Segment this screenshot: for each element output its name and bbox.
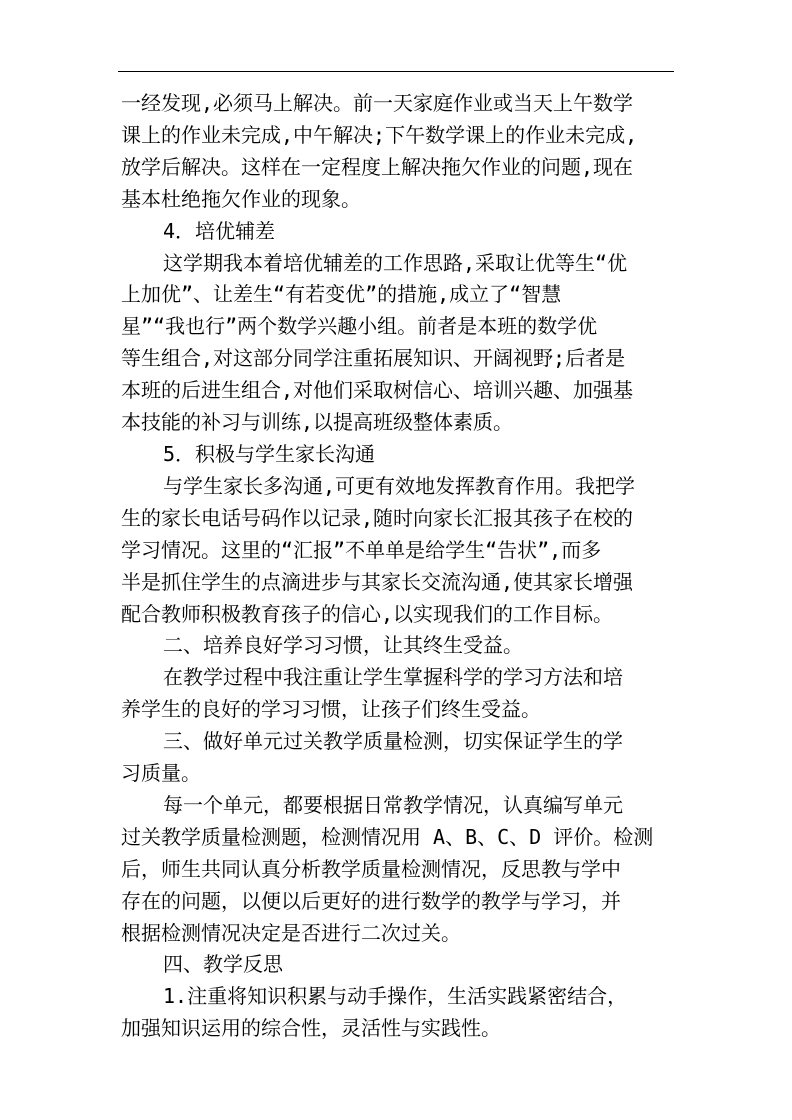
text-line: 这学期我本着培优辅差的工作思路,采取让优等生“优 (163, 250, 628, 275)
text-line: 基本杜绝拖欠作业的现象。 (121, 186, 361, 211)
text-line: 存在的问题，以便以后更好的进行数学的教学与学习，并 (121, 888, 621, 913)
text-line: 本技能的补习与训练,以提高班级整体素质。 (121, 410, 514, 435)
text-line: 学习情况。这里的“汇报”不单单是给学生“告状”,而多 (121, 537, 602, 562)
section-heading: 四、教学反思 (163, 952, 283, 977)
text-line: 后，师生共同认真分析教学质量检测情况，反思教与学中 (121, 856, 621, 881)
text-line: 养学生的良好的学习习惯，让孩子们终生受益。 (121, 697, 541, 722)
text-line: 配合教师积极教育孩子的信心,以实现我们的工作目标。 (121, 601, 614, 626)
text-line: 过关教学质量检测题，检测情况用 A、B、C、D 评价。检测 (121, 824, 654, 849)
text-line: 放学后解决。这样在一定程度上解决拖欠作业的问题,现在 (121, 154, 634, 179)
text-line: 星”“我也行”两个数学兴趣小组。前者是本班的数学优 (121, 314, 598, 339)
text-line: 加强知识运用的综合性，灵活性与实践性。 (121, 1016, 501, 1041)
text-line: 课上的作业未完成,中午解决;下午数学课上的作业未完成, (121, 122, 638, 147)
section-heading: 三、做好单元过关教学质量检测，切实保证学生的学 (163, 729, 623, 754)
text-line: 本班的后进生组合,对他们采取树信心、培训兴趣、加强基 (121, 378, 634, 403)
text-line: 与学生家长多沟通,可更有效地发挥教育作用。我把学 (163, 473, 636, 498)
section-heading: 4．培优辅差 (163, 218, 276, 243)
text-line: 1.注重将知识积累与动手操作，生活实践紧密结合， (163, 984, 628, 1009)
text-line: 每一个单元，都要根据日常教学情况，认真编写单元 (163, 792, 623, 817)
text-line: 在教学过程中我注重让学生掌握科学的学习方法和培 (163, 665, 623, 690)
header-rule (118, 71, 674, 72)
text-line: 等生组合,对这部分同学注重拓展知识、开阔视野;后者是 (121, 346, 626, 371)
text-line: 上加优”、让差生“有若变优”的措施,成立了“智慧 (121, 282, 562, 307)
text-line: 根据检测情况决定是否进行二次过关。 (121, 920, 461, 945)
section-heading: 5．积极与学生家长沟通 (163, 441, 376, 466)
body-text (121, 88, 673, 1045)
section-heading: 二、培养良好学习习惯，让其终生受益。 (163, 633, 523, 658)
text-line: 半是抓住学生的点滴进步与其家长交流沟通,使其家长增强 (121, 569, 634, 594)
text-line: 习质量。 (121, 761, 201, 786)
text-line: 生的家长电话号码作以记录,随时向家长汇报其孩子在校的 (121, 505, 634, 530)
text-line: 一经发现,必须马上解决。前一天家庭作业或当天上午数学 (121, 91, 634, 115)
